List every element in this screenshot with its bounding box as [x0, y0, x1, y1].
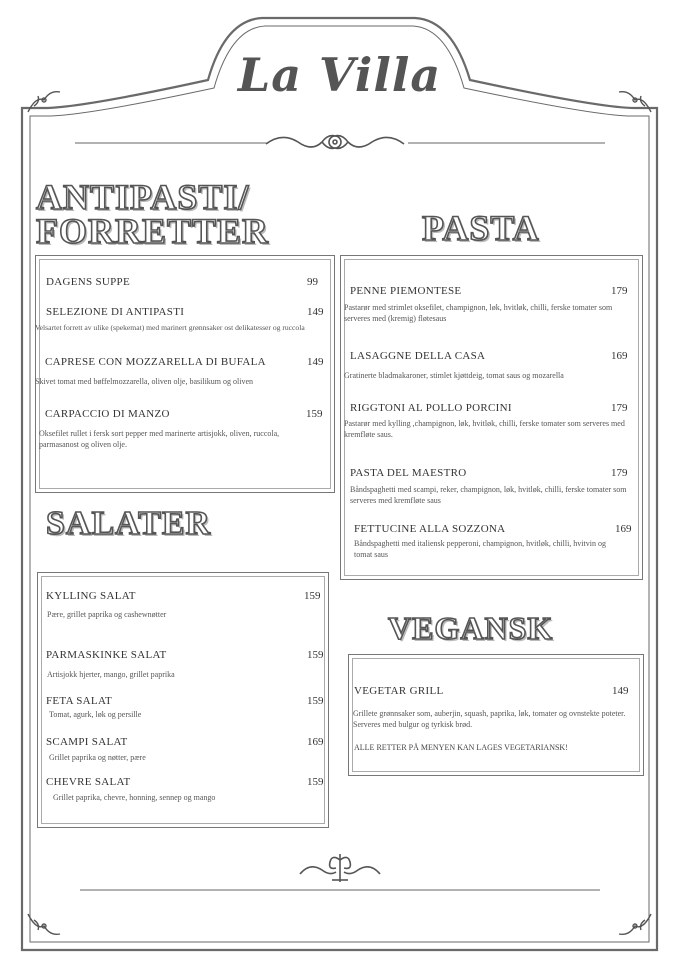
item-description: Oksefilet rullet i fersk sort pepper med marinerte artisjokk, oliven, ruccola, parmasanost og oliven olje. [39, 429, 280, 449]
antipasti-title-line2: FORRETTER [36, 211, 270, 251]
item-description: Skivet tomat med bøffelmozzarella, oliven olje, basilikum og oliven [35, 377, 254, 386]
item-name: CARPACCIO DI MANZO [45, 408, 170, 420]
item-price: 169 [611, 350, 628, 362]
item-name: VEGETAR GRILL [354, 685, 444, 697]
item-name: SELEZIONE DI ANTIPASTI [46, 306, 185, 318]
item-price: 179 [611, 285, 628, 297]
item-price: 159 [307, 695, 324, 707]
item-description: Grillet paprika, chevre, honning, sennep og mango [53, 793, 216, 802]
flourish-icon [296, 852, 384, 886]
item-description: Artisjokk hjerter, mango, grillet paprika [47, 670, 175, 679]
item-price: 159 [307, 776, 324, 788]
item-description: Grillet paprika og nøtter, pære [49, 753, 146, 762]
item-price: 159 [306, 408, 323, 420]
vegetarian-note: ALLE RETTER PÅ MENYEN KAN LAGES VEGETARIANSK! [354, 743, 568, 752]
restaurant-name: La Villa [237, 48, 442, 102]
item-name: CHEVRE SALAT [46, 776, 131, 788]
item-name: FETTUCINE ALLA SOZZONA [354, 523, 506, 535]
item-description: Pastarør med strimlet oksefilet, champignon, løk, hvitløk, chilli, ferske tomater som serveres med (kremig) fløtesaus [344, 303, 613, 323]
antipasti-box [35, 255, 335, 493]
item-name: RIGGTONI AL POLLO PORCINI [350, 402, 512, 414]
item-description: Pastarør med kylling ,champignon, løk, hvitløk, chilli, ferske tomater som serveres med kremfløte saus. [344, 419, 625, 439]
antipasti-title [36, 177, 270, 251]
vegansk-box [348, 654, 644, 776]
item-name: PARMASKINKE SALAT [46, 649, 167, 661]
item-name: KYLLING SALAT [46, 590, 136, 602]
item-price: 179 [611, 402, 628, 414]
item-name: SCAMPI SALAT [46, 736, 128, 748]
item-price: 179 [611, 467, 628, 479]
item-price: 169 [307, 736, 324, 748]
item-name: LASAGGNE DELLA CASA [350, 350, 486, 362]
corner-ornament-icon [26, 912, 62, 940]
flourish-icon [262, 130, 408, 156]
item-price: 149 [307, 306, 324, 318]
pasta-title: PASTA [422, 208, 540, 248]
item-price: 149 [612, 685, 629, 697]
item-name: DAGENS SUPPE [46, 276, 130, 288]
item-name: PASTA DEL MAESTRO [350, 467, 467, 479]
salater-title: SALATER [46, 505, 212, 542]
item-description: Båndspaghetti med italiensk pepperoni, champignon, hvitløk, chilli, hvitvin og tomat saus [354, 539, 606, 559]
item-description: Grillete grønnsaker som, auberjin, squash, paprika, løk, tomater og ovnstekte poteter. Serveres med bulgur og tyrkisk brød. [353, 709, 626, 729]
salater-box [37, 572, 329, 828]
item-name: PENNE PIEMONTESE [350, 285, 462, 297]
item-price: 99 [307, 276, 318, 288]
item-name: CAPRESE CON MOZZARELLA DI BUFALA [45, 356, 266, 368]
pasta-box [340, 255, 643, 580]
item-price: 159 [304, 590, 321, 602]
item-description: Pære, grillet paprika og cashewnøtter [47, 610, 167, 619]
item-description: Tomat, agurk, løk og persille [49, 710, 142, 719]
vegansk-title: VEGANSK [388, 610, 554, 646]
item-name: FETA SALAT [46, 695, 112, 707]
item-description: Velsartet forrett av ulike (spekemat) med marinert grønnsaker ost delikatesser og ruccola [35, 323, 305, 332]
item-price: 159 [307, 649, 324, 661]
item-description: Båndspaghetti med scampi, reker, champignon, løk, hvitløk, chilli, ferske tomater som serveres med kremfløte saus [350, 485, 627, 505]
item-price: 149 [307, 356, 324, 368]
antipasti-title-line1: ANTIPASTI/ [36, 177, 250, 217]
item-description: Gratinerte bladmakaroner, stimlet kjøttdeig, tomat saus og mozarella [344, 371, 564, 380]
item-price: 169 [615, 523, 632, 535]
corner-ornament-icon [617, 912, 653, 940]
